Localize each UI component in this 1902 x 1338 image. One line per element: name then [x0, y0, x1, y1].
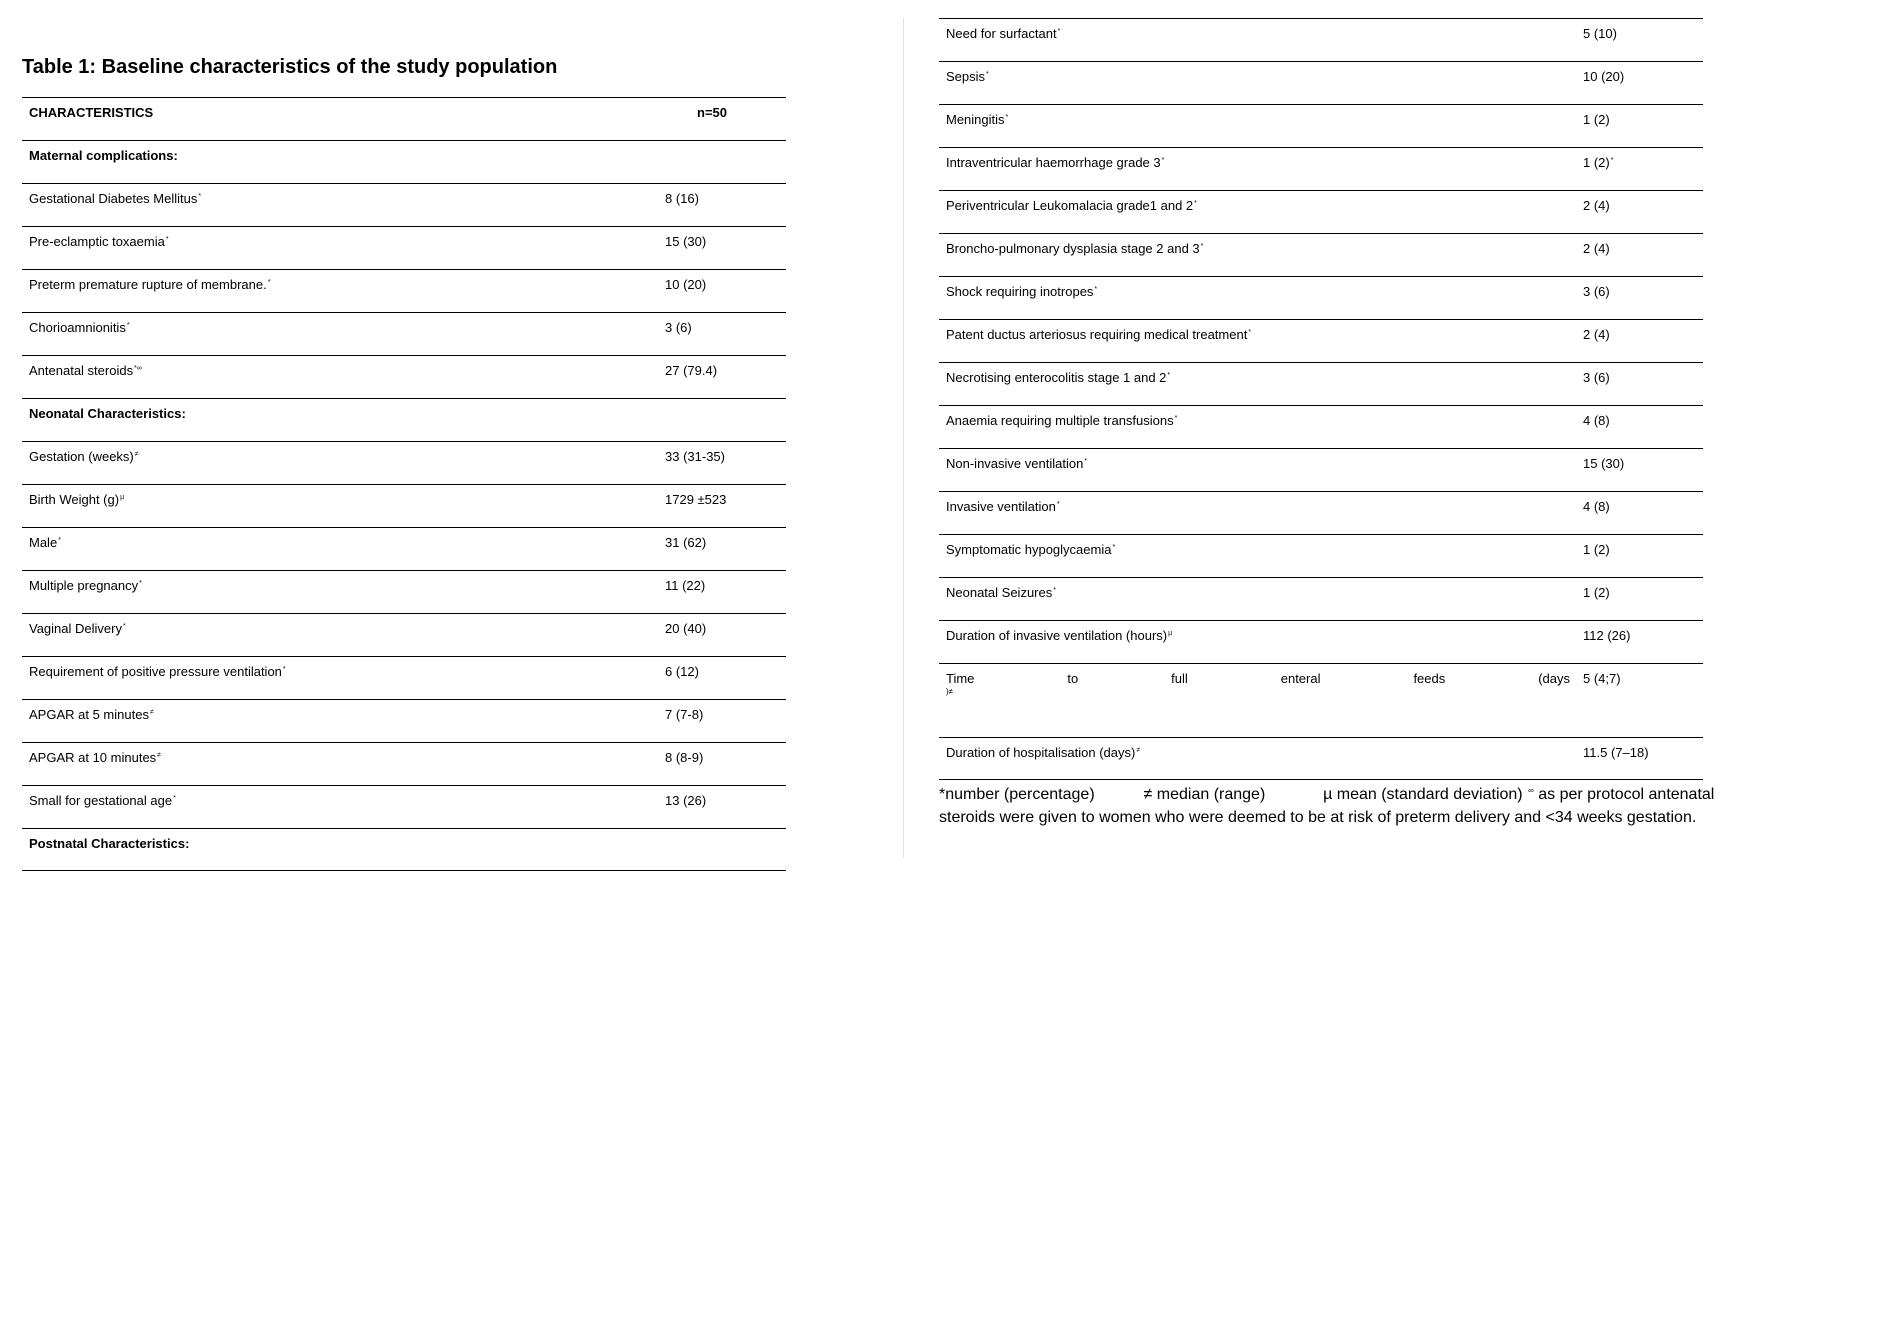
table-row — [22, 570, 786, 613]
row-label — [29, 148, 178, 163]
table-right-column — [939, 18, 1703, 780]
row-label — [946, 370, 1170, 385]
footnote-mark: * — [1053, 586, 1056, 594]
row-label-text: Broncho-pulmonary dysplasia stage 2 and 3 — [946, 241, 1200, 256]
footnote-mark: * — [267, 278, 271, 286]
row-label — [29, 492, 124, 507]
row-value — [1583, 628, 1630, 643]
row-value — [1583, 198, 1610, 213]
row-value — [1583, 413, 1610, 428]
row-label — [29, 664, 286, 679]
footnote-median: ≠ median (range) — [1143, 786, 1266, 803]
table-footnote — [939, 783, 1809, 829]
row-label — [29, 578, 142, 593]
row-label — [946, 26, 1060, 41]
row-label — [946, 69, 989, 84]
column-divider — [903, 18, 904, 858]
table-row — [939, 620, 1703, 663]
row-value-text: 2 (4) — [1583, 198, 1610, 213]
footnote-mark: * — [986, 70, 989, 78]
footnote-mark: * — [126, 321, 130, 329]
footnote-mark: * — [198, 192, 202, 200]
footnote-mark: *∞ — [134, 364, 142, 372]
row-value-text: 4 (8) — [1583, 413, 1610, 428]
header-n: n=50 — [697, 105, 727, 120]
row-value: 1729 ±523 — [665, 492, 727, 507]
footnote-number: *number (percentage) — [939, 786, 1095, 803]
footnote-mark: * — [173, 794, 176, 802]
table-row — [22, 441, 786, 484]
row-value-text: 10 (20) — [1583, 69, 1625, 84]
row-value — [1583, 284, 1610, 299]
footnote-mark: ≠ — [157, 751, 162, 759]
table-row — [22, 269, 786, 312]
footnote-mark: * — [1094, 285, 1098, 293]
row-value-text: 1 (2) — [1583, 585, 1610, 600]
row-label — [946, 542, 1115, 557]
row-label — [29, 449, 139, 464]
table-row — [939, 362, 1703, 405]
row-value: 10 (20) — [665, 277, 707, 292]
table-row — [939, 491, 1703, 534]
footnote-mark: * — [1167, 371, 1171, 379]
table-row — [939, 233, 1703, 276]
table-row — [22, 785, 786, 828]
row-value-text: 1 (2) — [1583, 542, 1610, 557]
row-label — [946, 456, 1087, 471]
row-value: 6 (12) — [665, 664, 699, 679]
table-row — [939, 147, 1703, 190]
row-label-text: Requirement of positive pressure ventilation — [29, 664, 282, 679]
row-label-text: Birth Weight (g) — [29, 492, 120, 507]
row-label-text: Gestation (weeks) — [29, 449, 134, 464]
footnote-mark: µ — [1168, 629, 1173, 637]
table-row — [22, 355, 786, 398]
row-label — [29, 363, 142, 378]
row-label-text: Small for gestational age — [29, 793, 173, 808]
row-label-text: Need for surfactant — [946, 26, 1057, 41]
row-label-text: Necrotising enterocolitis stage 1 and 2 — [946, 370, 1167, 385]
row-value-text: 3 (6) — [1583, 284, 1610, 299]
table-row — [939, 448, 1703, 491]
table-row — [939, 534, 1703, 577]
row-label-text: Duration of invasive ventilation (hours) — [946, 628, 1168, 643]
table-row — [939, 190, 1703, 233]
row-label — [29, 750, 161, 765]
row-label-word: Time — [946, 671, 975, 686]
row-label-text: Intraventricular haemorrhage grade 3 — [946, 155, 1161, 170]
row-label-word: full — [1171, 671, 1188, 686]
row-label-text: Anaemia requiring multiple transfusions — [946, 413, 1174, 428]
table-row — [939, 319, 1703, 362]
row-value-text: 112 (26) — [1583, 628, 1631, 643]
row-value-text: 3 (6) — [1583, 370, 1610, 385]
row-value: 5 (4;7) — [1583, 671, 1621, 686]
row-label-text: Preterm premature rupture of membrane. — [29, 277, 267, 292]
table-row — [939, 104, 1703, 147]
row-value — [1583, 155, 1613, 170]
table-row — [22, 484, 786, 527]
row-label-text: Patent ductus arteriosus requiring medical treatment — [946, 327, 1248, 342]
footnote-mark: ≠ — [149, 708, 154, 716]
row-value: 31 (62) — [665, 535, 707, 550]
row-label — [946, 112, 1008, 127]
row-label-text: Gestational Diabetes Mellitus — [29, 191, 198, 206]
footnote-mark: * — [139, 579, 142, 587]
row-label — [29, 320, 130, 335]
row-value-text: 5 (10) — [1583, 26, 1617, 41]
table-row — [22, 183, 786, 226]
row-label — [29, 406, 186, 421]
row-value — [1583, 370, 1610, 385]
table-row — [939, 61, 1703, 104]
row-label-text: Meningitis — [946, 112, 1005, 127]
row-value-text: 15 (30) — [1583, 456, 1625, 471]
row-label-word: enteral — [1280, 671, 1321, 686]
row-value — [1583, 69, 1624, 84]
row-label — [29, 234, 169, 249]
row-label-word: feeds — [1413, 671, 1446, 686]
row-value-text: 2 (4) — [1583, 241, 1610, 256]
row-label — [29, 793, 176, 808]
footnote-protocol-line2: steroids were given to women who were deemed to be at risk of preterm delivery and <34 weeks gestation. — [939, 809, 1697, 826]
table-row — [939, 577, 1703, 620]
row-value — [1583, 26, 1617, 41]
row-value: 8 (16) — [665, 191, 699, 206]
row-label — [946, 327, 1251, 342]
footnote-protocol-line1: as per protocol antenatal — [1538, 786, 1715, 803]
table-left-column — [22, 97, 786, 871]
row-label-word: (days — [1538, 671, 1570, 686]
table-row — [939, 276, 1703, 319]
footnote-mark: µ — [120, 493, 125, 501]
row-value — [1583, 327, 1610, 342]
row-value: 11 (22) — [665, 578, 706, 593]
row-label — [29, 277, 270, 292]
footnote-mark: * — [1161, 156, 1165, 164]
table-row — [22, 699, 786, 742]
section-row — [22, 140, 786, 183]
row-label — [29, 836, 189, 851]
row-label-text: Postnatal Characteristics: — [29, 836, 190, 851]
footnote-mean: µ mean (standard deviation) — [1323, 786, 1523, 803]
table-row — [22, 613, 786, 656]
row-label-text: Shock requiring inotropes — [946, 284, 1094, 299]
footnote-mark: * — [1056, 500, 1060, 508]
row-value: 3 (6) — [665, 320, 692, 335]
table-row — [22, 312, 786, 355]
footnote-mark: * — [122, 622, 126, 630]
row-value-text: 4 (8) — [1583, 499, 1610, 514]
row-value: 15 (30) — [665, 234, 707, 249]
row-label-text: APGAR at 5 minutes — [29, 707, 149, 722]
row-label-text: Multiple pregnancy — [29, 578, 139, 593]
footnote-mark: ≠ — [1136, 746, 1141, 754]
row-label-text: Symptomatic hypoglycaemia — [946, 542, 1112, 557]
row-value — [1583, 456, 1624, 471]
row-value: 8 (8-9) — [665, 750, 704, 765]
row-label-text: Chorioamnionitis — [29, 320, 126, 335]
row-label — [946, 628, 1172, 643]
row-label — [946, 198, 1197, 213]
section-row — [22, 398, 786, 441]
row-value — [1583, 542, 1610, 557]
table-row — [22, 656, 786, 699]
row-label-text: Neonatal Seizures — [946, 585, 1053, 600]
row-label-text: Duration of hospitalisation (days) — [946, 745, 1136, 760]
header-characteristics: CHARACTERISTICS — [29, 105, 154, 120]
row-label-text: Neonatal Characteristics: — [29, 406, 186, 421]
row-value: 20 (40) — [665, 621, 707, 636]
table-row — [939, 18, 1703, 61]
row-label — [946, 155, 1164, 170]
table-title: Table 1: Baseline characteristics of the study population — [22, 56, 558, 78]
row-label — [29, 191, 201, 206]
row-label-text: APGAR at 10 minutes — [29, 750, 157, 765]
table-header-row — [22, 97, 786, 140]
table-row — [939, 737, 1703, 780]
row-label — [946, 585, 1056, 600]
row-label-text: Pre-eclamptic toxaemia — [29, 234, 165, 249]
row-label — [946, 241, 1203, 256]
row-label-text: Invasive ventilation — [946, 499, 1056, 514]
table-row — [22, 226, 786, 269]
footnote-infinity-mark: ∞ — [1528, 785, 1534, 795]
footnote-mark: * — [1084, 457, 1088, 465]
footnote-mark: * — [1005, 113, 1009, 121]
row-value — [1583, 585, 1610, 600]
row-label — [946, 413, 1177, 428]
row-label — [946, 499, 1060, 514]
row-value: 11.5 (7–18) — [1583, 745, 1649, 760]
row-label-text: Antenatal steroids — [29, 363, 134, 378]
row-value-text: 2 (4) — [1583, 327, 1610, 342]
footnote-mark: * — [1057, 27, 1061, 35]
footnote-mark: * — [282, 665, 286, 673]
row-value — [1583, 112, 1610, 127]
footnote-mark: * — [1174, 414, 1178, 422]
footnote-mark: * — [58, 536, 61, 544]
row-label-tail: )≠ — [946, 687, 954, 696]
table-row-time-to-full-feeds — [939, 663, 1703, 737]
row-label — [29, 621, 126, 636]
footnote-mark: * — [1112, 543, 1116, 551]
row-label — [29, 707, 154, 722]
row-label-word: to — [1067, 671, 1079, 686]
row-label — [29, 535, 61, 550]
row-value: 27 (79.4) — [665, 363, 718, 378]
footnote-mark: * — [165, 235, 169, 243]
row-value — [1583, 499, 1610, 514]
row-label-text: Periventricular Leukomalacia grade1 and 2 — [946, 198, 1194, 213]
row-label-text: Sepsis — [946, 69, 986, 84]
row-value — [1583, 241, 1610, 256]
table-row — [939, 405, 1703, 448]
row-label-text: Male — [29, 535, 58, 550]
footnote-mark: ≠ — [134, 450, 139, 458]
row-value-text: 1 (2) — [1583, 155, 1610, 170]
table-row — [22, 527, 786, 570]
footnote-mark: * — [1248, 328, 1252, 336]
table-row — [22, 742, 786, 785]
value-footnote-mark: * — [1610, 156, 1614, 164]
row-label — [946, 671, 1570, 686]
row-value: 7 (7-8) — [665, 707, 704, 722]
row-label — [946, 745, 1140, 760]
row-value-text: 1 (2) — [1583, 112, 1610, 127]
footnote-mark: * — [1194, 199, 1197, 207]
footnote-mark: * — [1200, 242, 1204, 250]
row-label-text: Maternal complications: — [29, 148, 178, 163]
row-value: 33 (31-35) — [665, 449, 725, 464]
section-row — [22, 828, 786, 871]
row-label-text: Non-invasive ventilation — [946, 456, 1084, 471]
row-value: 13 (26) — [665, 793, 707, 808]
row-label-text: Vaginal Delivery — [29, 621, 122, 636]
row-label — [946, 284, 1097, 299]
